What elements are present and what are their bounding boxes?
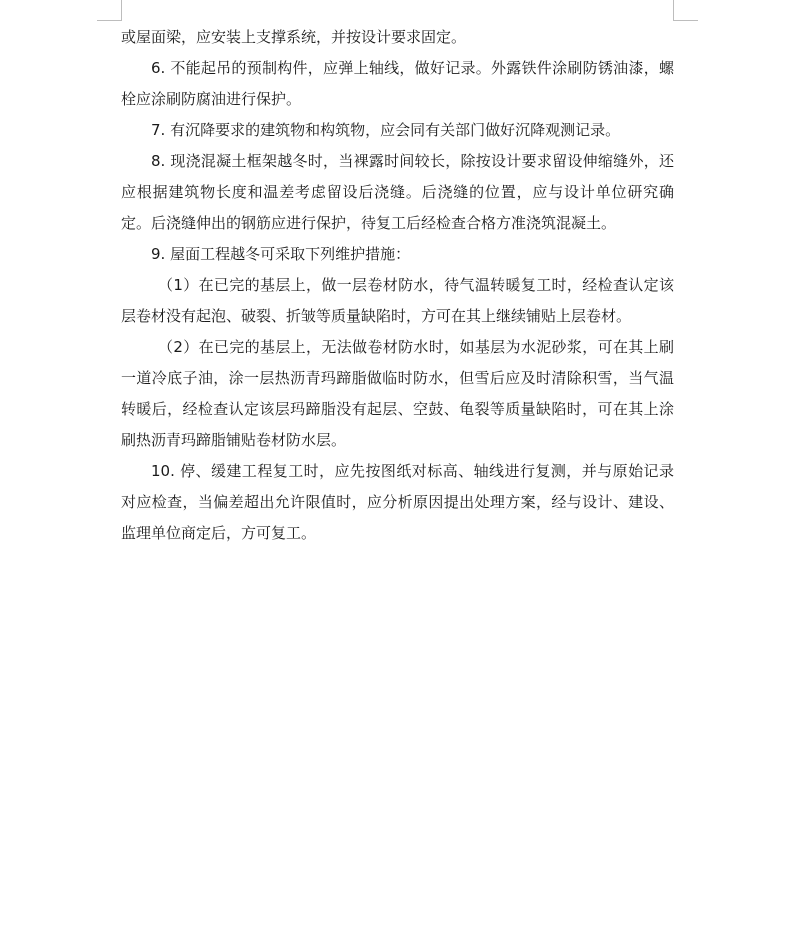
- document-body[interactable]: [121, 22, 674, 549]
- crop-mark-top-right: [673, 0, 698, 21]
- paragraph-item-8: 8. 现浇混凝土框架越冬时，当裸露时间较长，除按设计要求留设伸缩缝外，还应根据建筑物长度和温差考虑留设后浇缝。后浇缝的位置，应与设计单位研究确定。后浇缝伸出的钢筋应进行保护，待复工后经检查合格方准浇筑混凝土。: [121, 152, 674, 232]
- paragraph-item-6: 6. 不能起吊的预制构件，应弹上轴线，做好记录。外露铁件涂刷防锈油漆，螺栓应涂刷防腐油进行保护。: [121, 59, 674, 108]
- paragraph-item-9: 9. 屋面工程越冬可采取下列维护措施：: [151, 245, 411, 263]
- paragraph-item-7: 7. 有沉降要求的建筑物和构筑物，应会同有关部门做好沉降观测记录。: [151, 121, 621, 139]
- paragraph-subitem-2: （2）在已完的基层上，无法做卷材防水时，如基层为水泥砂浆，可在其上刷一道冷底子油，涂一层热沥青玛蹄脂做临时防水，但雪后应及时清除积雪，当气温转暖后，经检查认定该层玛蹄脂没有起层、空鼓、龟裂等质量缺陷时，可在其上涂刷热沥青玛蹄脂铺贴卷材防水层。: [121, 338, 674, 449]
- paragraph-subitem-1: （1）在已完的基层上，做一层卷材防水，待气温转暖复工时，经检查认定该层卷材没有起泡、破裂、折皱等质量缺陷时，方可在其上继续铺贴上层卷材。: [121, 276, 674, 325]
- crop-mark-top-left: [97, 0, 122, 21]
- paragraph-continuation: 或屋面梁，应安装上支撑系统，并按设计要求固定。: [121, 28, 467, 46]
- paragraph-item-10: 10. 停、缓建工程复工时，应先按图纸对标高、轴线进行复测，并与原始记录对应检查，当偏差超出允许限值时，应分析原因提出处理方案，经与设计、建设、监理单位商定后，方可复工。: [121, 462, 674, 542]
